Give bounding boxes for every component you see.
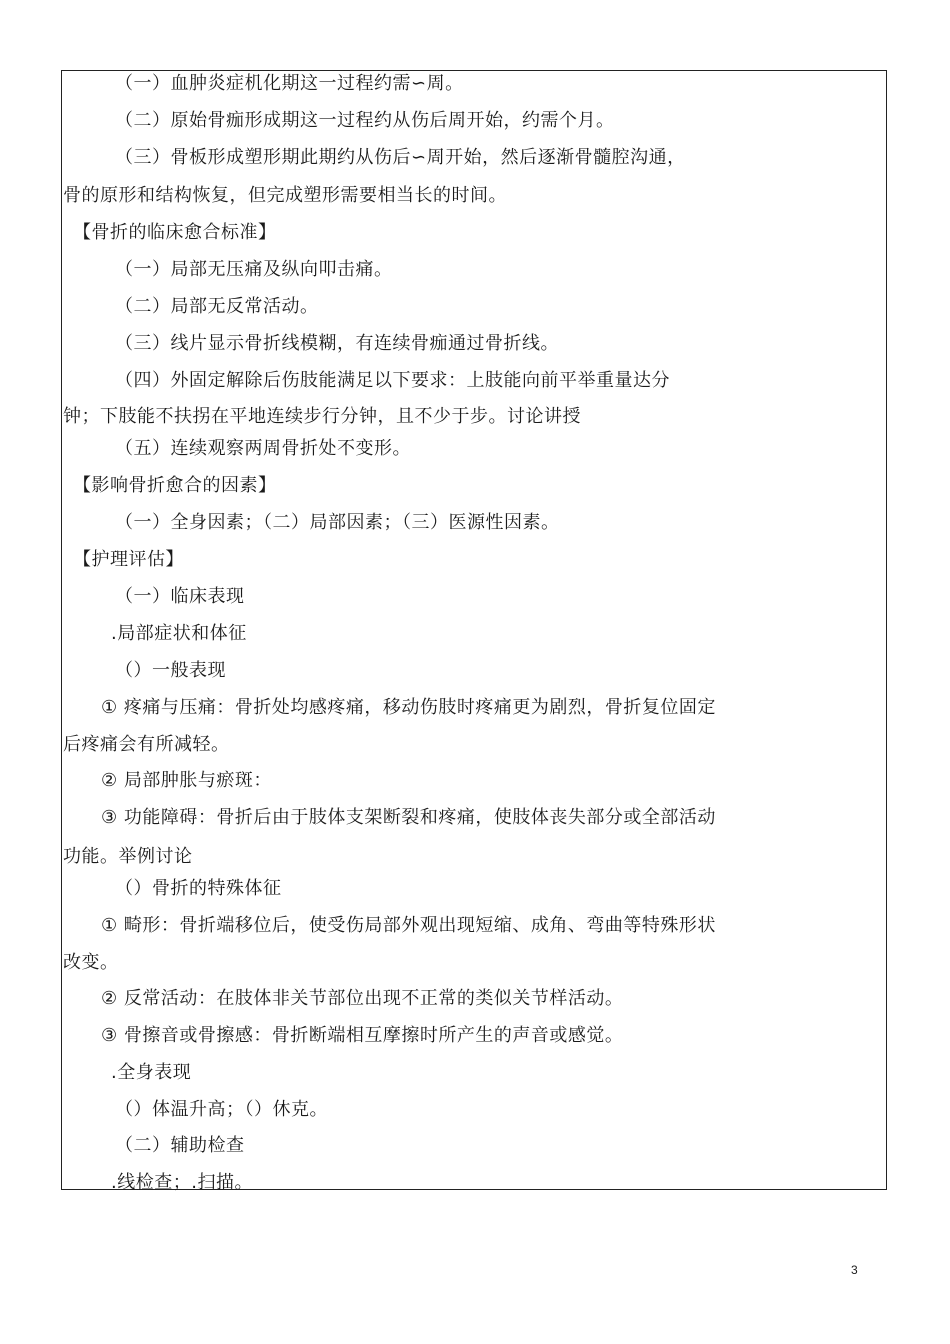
text-line: ② 反常活动：在肢体非关节部位出现不正常的类似关节样活动。 <box>101 988 624 1009</box>
text-line: .局部症状和体征 <box>111 623 247 644</box>
text-line: .线检查；.扫描。 <box>111 1172 253 1193</box>
section-heading: 【影响骨折愈合的因素】 <box>73 475 277 496</box>
page-number: 3 <box>851 1263 858 1277</box>
text-line: （二）局部无反常活动。 <box>115 296 319 317</box>
text-line: （五）连续观察两周骨折处不变形。 <box>115 438 411 459</box>
text-line: （）体温升高；（）休克。 <box>115 1099 328 1120</box>
text-line: （一）血肿炎症机化期这一过程约需∽周。 <box>115 73 464 94</box>
text-line: （三）骨板形成塑形期此期约从伤后∽周开始，然后逐渐骨髓腔沟通， <box>115 147 686 168</box>
text-line: 改变。 <box>63 952 119 973</box>
section-heading: 【护理评估】 <box>73 549 184 570</box>
section-heading: 【骨折的临床愈合标准】 <box>73 222 277 243</box>
text-line: ① 疼痛与压痛：骨折处均感疼痛，移动伤肢时疼痛更为剧烈，骨折复位固定 <box>101 697 716 718</box>
text-line: （二）辅助检查 <box>115 1135 245 1156</box>
text-line: 后疼痛会有所减轻。 <box>63 734 230 755</box>
text-line: ② 局部肿胀与瘀斑： <box>101 770 272 791</box>
text-line: （一）全身因素；（二）局部因素；（三）医源性因素。 <box>115 512 560 533</box>
text-line: （三）线片显示骨折线模糊，有连续骨痂通过骨折线。 <box>115 333 559 354</box>
text-line: （）一般表现 <box>115 660 226 681</box>
text-line: ① 畸形：骨折端移位后，使受伤局部外观出现短缩、成角、弯曲等特殊形状 <box>101 915 716 936</box>
text-line: （四）外固定解除后伤肢能满足以下要求：上肢能向前平举重量达分 <box>115 370 670 391</box>
text-line: （一）临床表现 <box>115 586 245 607</box>
text-line: （二）原始骨痂形成期这一过程约从伤后周开始，约需个月。 <box>115 110 615 131</box>
text-line: 钟；下肢能不扶拐在平地连续步行分钟，且不少于步。讨论讲授 <box>63 406 581 427</box>
text-line: ③ 骨擦音或骨擦感：骨折断端相互摩擦时所产生的声音或感觉。 <box>101 1025 624 1046</box>
text-line: ③ 功能障碍：骨折后由于肢体支架断裂和疼痛，使肢体丧失部分或全部活动 <box>101 807 716 828</box>
text-line: （一）局部无压痛及纵向叩击痛。 <box>115 259 393 280</box>
text-line: （）骨折的特殊体征 <box>115 878 282 899</box>
text-line: 功能。举例讨论 <box>63 846 193 867</box>
text-line: .全身表现 <box>111 1062 192 1083</box>
text-line: 骨的原形和结构恢复，但完成塑形需要相当长的时间。 <box>63 185 507 206</box>
